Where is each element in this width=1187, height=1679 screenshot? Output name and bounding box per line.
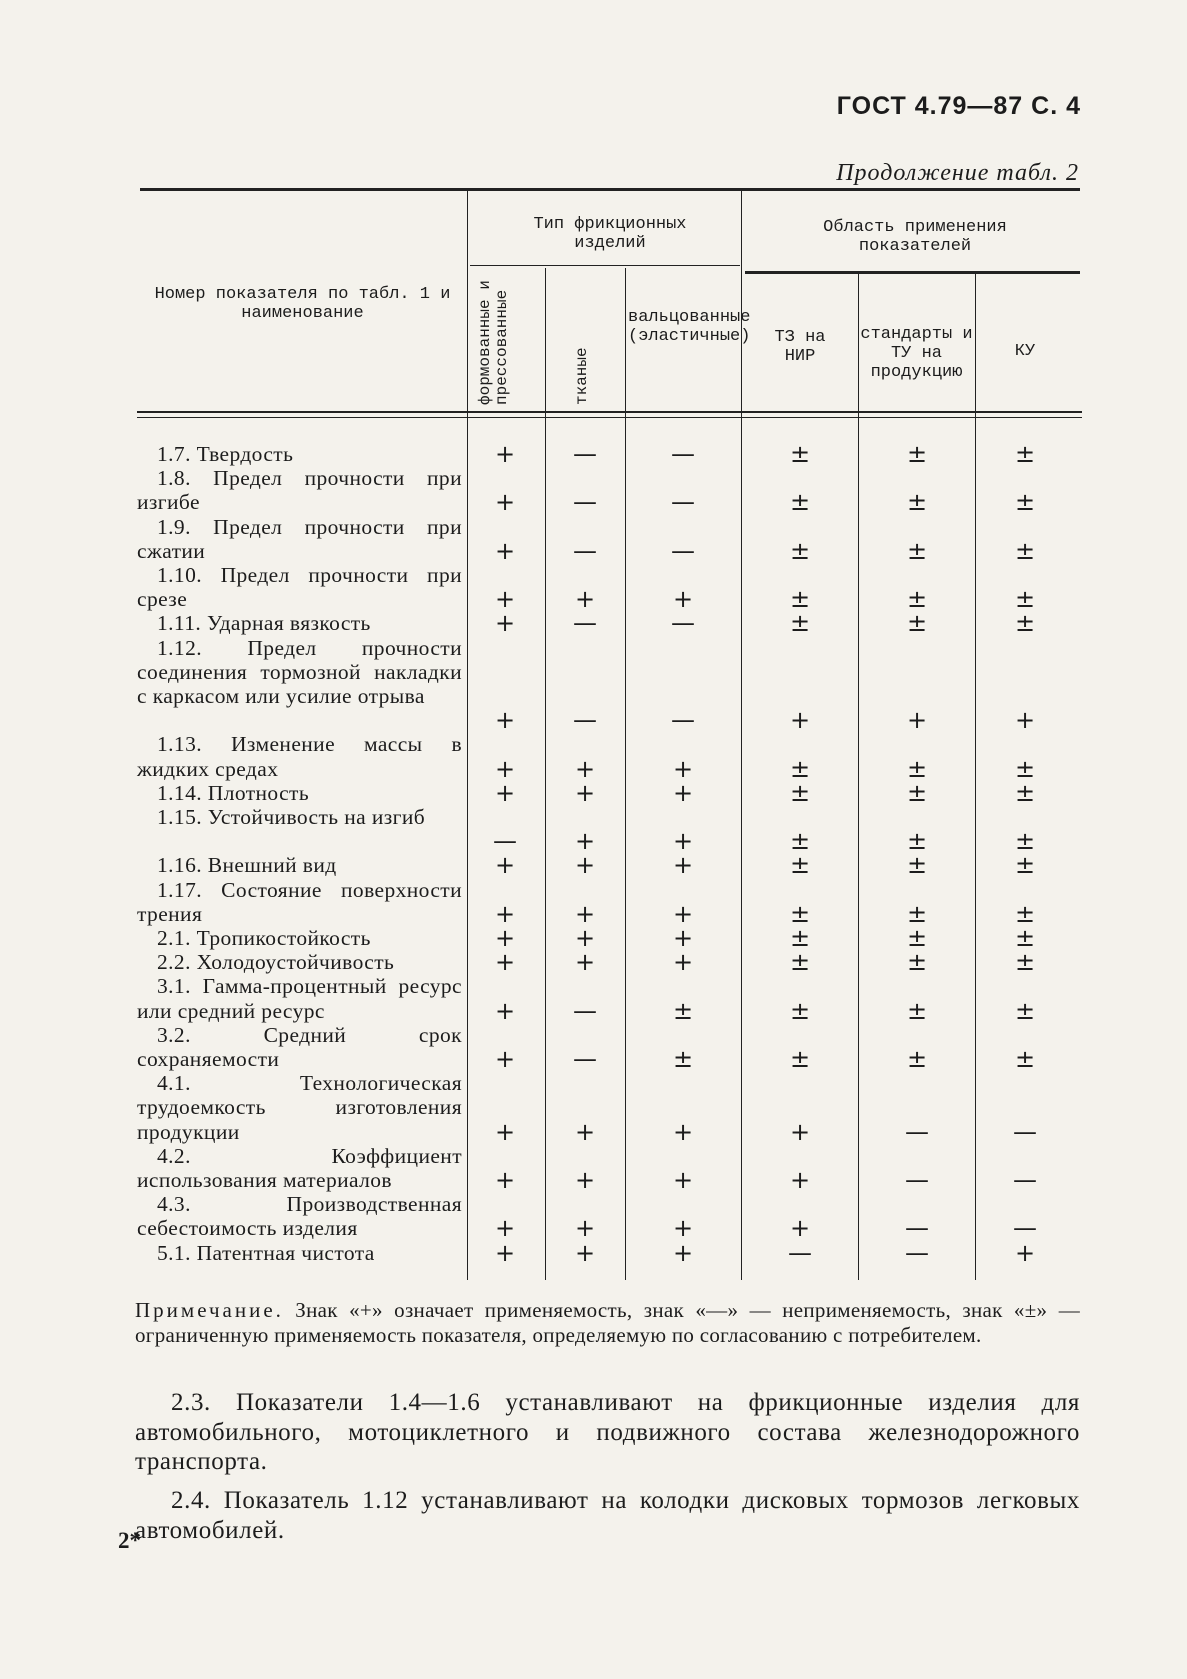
col-header-name: Номер показателя по табл. 1 и наименование — [154, 285, 451, 323]
col-divider — [975, 274, 976, 1280]
table-cell-symbol: + — [672, 851, 694, 880]
table-cell-symbol: ± — [906, 440, 928, 468]
table-cell-symbol: + — [672, 754, 694, 783]
table-cell-symbol: ± — [1014, 609, 1036, 638]
col-group1-header: Тип фрикционных изделий — [533, 215, 687, 253]
table-cell-symbol: + — [494, 924, 516, 952]
table-cell-symbol: ± — [789, 899, 811, 928]
table-cell-symbol: ± — [1014, 924, 1036, 952]
table-cell-symbol: ± — [1014, 1045, 1036, 1073]
table-cell-symbol: ± — [906, 996, 928, 1025]
table-cell-symbol: + — [672, 778, 694, 807]
table-cell-symbol: + — [672, 1166, 694, 1194]
col-divider — [545, 268, 546, 1280]
col-header-woven: тканые — [573, 347, 591, 405]
table-cell-symbol: + — [574, 899, 596, 928]
table-cell-symbol: + — [672, 899, 694, 928]
table-cell-symbol: ± — [1014, 851, 1036, 880]
table-cell-symbol: ± — [1014, 996, 1036, 1025]
table-cell-symbol: — — [671, 440, 695, 468]
table-cell-symbol: ± — [789, 851, 811, 880]
row-name: 1.10. Предел прочности при срезе — [137, 563, 462, 612]
table-cell-symbol: ± — [906, 924, 928, 952]
table-cell-symbol: — — [671, 706, 695, 735]
table-cell-symbol: ± — [789, 440, 811, 468]
table-cell-symbol: ± — [789, 996, 811, 1025]
col-divider — [858, 274, 859, 1280]
table-cell-symbol: + — [906, 706, 928, 735]
table-cell-symbol: ± — [789, 948, 811, 977]
table-cell-symbol: + — [574, 851, 596, 880]
table-cell-symbol: ± — [906, 948, 928, 977]
table-cell-symbol: ± — [1014, 948, 1036, 977]
table-cell-symbol: ± — [906, 851, 928, 880]
col-header-molded: формованные и прессованные — [476, 280, 511, 405]
group2-underline — [745, 271, 1080, 274]
table-cell-symbol: — — [493, 827, 517, 856]
table-cell-symbol: + — [494, 706, 516, 735]
table-cell-symbol: + — [574, 754, 596, 783]
table-cell-symbol: + — [494, 754, 516, 783]
table-cell-symbol: ± — [906, 1045, 928, 1073]
table-cell-symbol: — — [671, 609, 695, 638]
paragraph-2-3: 2.3. Показатели 1.4—1.6 устанавливают на фрикционные изделия для автомобильного, мотоциклетного и подвижного состава железнодорожного транспорта. — [135, 1389, 1080, 1475]
table-cell-symbol: ± — [906, 778, 928, 807]
table-cell-symbol: — — [905, 1214, 929, 1243]
row-name: 2.2. Холодоустойчивость — [157, 950, 395, 975]
row-name: 2.1. Тропикостойкость — [157, 926, 371, 950]
table-cell-symbol: ± — [906, 536, 928, 565]
table-cell-symbol: + — [574, 827, 596, 856]
table-continuation-label: Продолжение табл. 2 — [836, 160, 1079, 186]
table-cell-symbol: ± — [789, 924, 811, 952]
table-cell-symbol: + — [574, 1238, 596, 1267]
row-name: 1.17. Состояние поверхности трения — [137, 877, 462, 926]
table-cell-symbol: + — [672, 585, 694, 614]
header-bottom-rule — [137, 411, 1082, 413]
table-cell-symbol: — — [788, 1238, 812, 1267]
table-cell-symbol: + — [494, 585, 516, 614]
table-cell-symbol: — — [905, 1166, 929, 1194]
header-bottom-rule-2 — [137, 417, 1082, 418]
row-name: 3.1. Гамма-процентный ресурс или средний ресурс — [137, 974, 462, 1023]
table-cell-symbol: — — [1013, 1117, 1037, 1146]
table-cell-symbol: + — [789, 1117, 811, 1146]
table-cell-symbol: — — [905, 1238, 929, 1267]
row-name: 4.3. Производственная себестоимость изделия — [137, 1192, 462, 1241]
table-cell-symbol: ± — [1014, 585, 1036, 614]
table-cell-symbol: — — [905, 1117, 929, 1146]
table-cell-symbol: — — [1013, 1166, 1037, 1194]
table-cell-symbol: + — [494, 899, 516, 928]
table-cell-symbol: + — [574, 778, 596, 807]
table-cell-symbol: + — [574, 1166, 596, 1194]
group1-underline — [470, 265, 740, 266]
row-name: 1.13. Изменение массы в жидких средах — [137, 732, 462, 781]
note-label: Примечание. — [135, 1298, 284, 1322]
table-cell-symbol: ± — [906, 609, 928, 638]
table-cell-symbol: — — [671, 536, 695, 565]
table-cell-symbol: + — [574, 1117, 596, 1146]
table-cell-symbol: ± — [789, 488, 811, 517]
table-cell-symbol: — — [573, 488, 597, 517]
col-group2-header: Область применения показателей — [823, 218, 1007, 256]
table-cell-symbol: + — [672, 1117, 694, 1146]
table-cell-symbol: + — [672, 1238, 694, 1267]
table-cell-symbol: + — [494, 1166, 516, 1194]
table-cell-symbol: + — [494, 996, 516, 1025]
row-name: 1.11. Ударная вязкость — [157, 611, 371, 636]
table-note — [135, 1298, 1080, 1348]
table-cell-symbol: + — [574, 1214, 596, 1243]
note-text: Знак «+» означает применяемость, знак «—» — неприменяемость, знак «±» — ограниченную применяемость показателя, определяемую по согласованию с потребителем. — [135, 1298, 1080, 1347]
table-cell-symbol: ± — [1014, 754, 1036, 783]
row-name: 1.8. Предел прочности при изгибе — [137, 466, 462, 515]
col-header-standards: стандарты и ТУ на продукцию — [860, 325, 973, 382]
table-cell-symbol: ± — [789, 778, 811, 807]
table-cell-symbol: ± — [672, 996, 694, 1025]
row-name: 1.12. Предел прочности соединения тормозной накладки с каркасом или усилие отрыва — [137, 635, 462, 708]
table-cell-symbol: + — [494, 536, 516, 565]
row-name: 1.9. Предел прочности при сжатии — [137, 514, 462, 563]
table-cell-symbol: — — [573, 609, 597, 638]
table-cell-symbol: + — [1014, 1238, 1036, 1267]
table-cell-symbol: + — [789, 1166, 811, 1194]
row-name: 3.2. Средний срок сохраняемости — [137, 1022, 462, 1071]
table-cell-symbol: ± — [1014, 440, 1036, 468]
table-cell-symbol: — — [573, 706, 597, 735]
table-cell-symbol: + — [494, 1117, 516, 1146]
table-cell-symbol: ± — [1014, 827, 1036, 856]
table-cell-symbol: ± — [906, 827, 928, 856]
table-cell-symbol: ± — [789, 536, 811, 565]
table-cell-symbol: + — [494, 1238, 516, 1267]
table-cell-symbol: ± — [789, 754, 811, 783]
table-cell-symbol: + — [494, 488, 516, 517]
paragraph-2-4: 2.4. Показатель 1.12 устанавливают на колодки дисковых тормозов легковых автомобилей. — [135, 1487, 1080, 1544]
col-header-tz-nir: ТЗ на НИР — [774, 328, 826, 366]
table-cell-symbol: ± — [906, 754, 928, 783]
table-cell-symbol: ± — [1014, 899, 1036, 928]
table-cell-symbol: — — [1013, 1214, 1037, 1243]
table-cell-symbol: + — [672, 1214, 694, 1243]
table-cell-symbol: ± — [789, 585, 811, 614]
table-cell-symbol: + — [672, 924, 694, 952]
table-cell-symbol: + — [494, 851, 516, 880]
table-cell-symbol: + — [494, 1045, 516, 1073]
table-cell-symbol: ± — [789, 609, 811, 638]
table-cell-symbol: — — [573, 1045, 597, 1073]
table-cell-symbol: — — [573, 536, 597, 565]
table-cell-symbol: + — [574, 585, 596, 614]
table-cell-symbol: ± — [906, 488, 928, 517]
col-header-ku: КУ — [1014, 342, 1036, 361]
row-name: 1.7. Твердость — [157, 442, 294, 466]
table-cell-symbol: + — [494, 778, 516, 807]
col-divider — [467, 190, 468, 1280]
table-cell-symbol: + — [574, 948, 596, 977]
table-cell-symbol: ± — [672, 1045, 694, 1073]
table-cell-symbol: ± — [1014, 778, 1036, 807]
table-cell-symbol: ± — [906, 899, 928, 928]
table-cell-symbol: + — [789, 706, 811, 735]
row-name: 1.14. Плотность — [157, 780, 310, 805]
table-cell-symbol: + — [1014, 706, 1036, 735]
table-cell-symbol: + — [574, 924, 596, 952]
col-divider — [741, 190, 742, 1280]
table-cell-symbol: + — [672, 827, 694, 856]
table-cell-symbol: + — [672, 948, 694, 977]
row-name: 4.2. Коэффициент использования материалов — [137, 1143, 462, 1192]
col-divider — [625, 268, 626, 1280]
row-name: 1.15. Устойчивость на изгиб — [157, 805, 426, 829]
table-cell-symbol: + — [494, 440, 516, 468]
table-cell-symbol: + — [789, 1214, 811, 1243]
table-cell-symbol: + — [494, 1214, 516, 1243]
table-cell-symbol: — — [573, 440, 597, 468]
row-name: 5.1. Патентная чистота — [157, 1240, 375, 1265]
table-cell-symbol: ± — [789, 827, 811, 856]
table-cell-symbol: ± — [789, 1045, 811, 1073]
table-cell-symbol: ± — [1014, 536, 1036, 565]
table-cell-symbol: ± — [906, 585, 928, 614]
table-cell-symbol: — — [573, 996, 597, 1025]
row-name: 1.16. Внешний вид — [157, 853, 337, 878]
table-cell-symbol: ± — [1014, 488, 1036, 517]
sheet-mark: 2* — [118, 1528, 141, 1553]
table-cell-symbol: — — [671, 488, 695, 517]
row-name: 4.1. Технологическая трудоемкость изготовления продукции — [137, 1071, 462, 1144]
col-header-rolled: вальцованные (эластичные) — [628, 308, 751, 346]
table-cell-symbol: + — [494, 948, 516, 977]
table-cell-symbol: + — [494, 609, 516, 638]
table-top-rule — [140, 188, 1080, 191]
page-header: ГОСТ 4.79—87 С. 4 — [836, 92, 1081, 120]
